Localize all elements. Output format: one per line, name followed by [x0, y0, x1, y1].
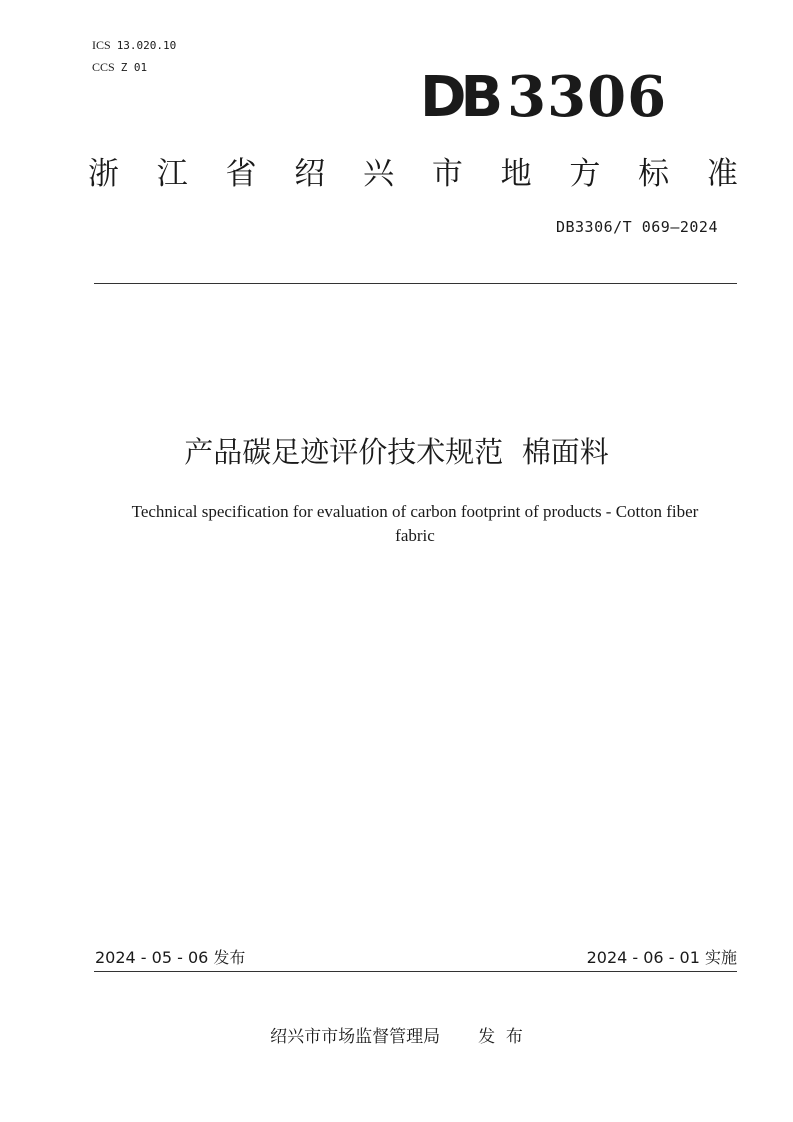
title-char: 方: [569, 156, 601, 192]
title-char: 市: [431, 156, 463, 192]
standard-number: DB3306/T 069—2024: [555, 218, 718, 236]
title-char: 准: [706, 156, 738, 192]
title-english-line: fabric: [395, 526, 435, 545]
effective-date: 2024 - 06 - 01 实施: [586, 948, 737, 967]
db-logo-letters: DB: [420, 65, 498, 130]
ics-label: ICS: [92, 38, 111, 52]
title-char: 兴: [363, 156, 395, 192]
standard-type-title: [88, 150, 738, 198]
top-divider: [94, 283, 737, 284]
document-title-chinese: 产品碳足迹评价技术规范 棉面料: [184, 435, 609, 469]
title-char: 绍: [294, 156, 326, 192]
title-char: 浙: [88, 156, 119, 192]
ccs-label: CCS: [92, 60, 115, 74]
title-char: 标: [638, 156, 670, 192]
db-logo-number: 3306: [507, 64, 668, 130]
ics-code: 13.020.10: [116, 39, 177, 52]
document-title-english: [95, 500, 735, 548]
ccs-code: Z 01: [120, 61, 148, 74]
issuing-authority: [0, 1024, 793, 1050]
issuer-name: 绍兴市市场监督管理局: [270, 1027, 441, 1047]
title-char: 省: [225, 156, 257, 192]
ics-classification: [92, 38, 176, 53]
issuer-action: 发 布: [478, 1027, 523, 1047]
title-char: 地: [500, 156, 532, 192]
bottom-divider: [94, 971, 737, 972]
issue-date: 2024 - 05 - 06 发布: [95, 948, 246, 967]
db-logo: [420, 62, 690, 132]
title-english-line: Technical specification for evaluation of carbon footprint of products - Cotton fiber: [131, 502, 699, 521]
ccs-classification: [92, 60, 147, 75]
title-char: 江: [156, 156, 188, 192]
